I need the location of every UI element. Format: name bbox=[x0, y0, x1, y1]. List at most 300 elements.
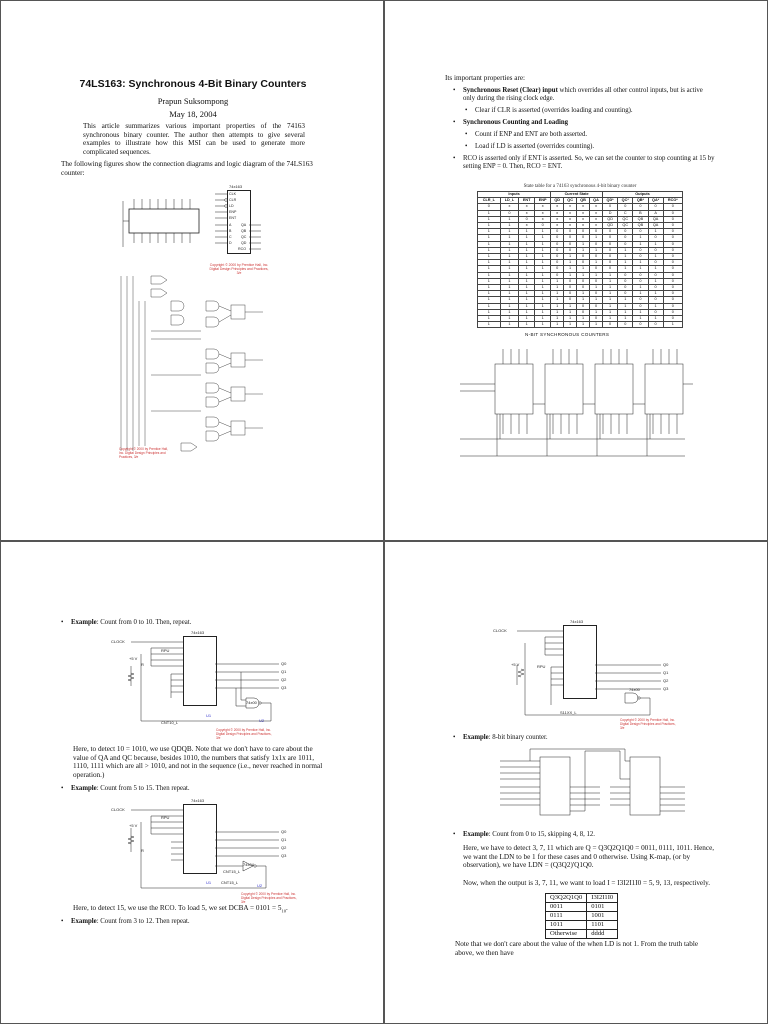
state-table-cell: 1 bbox=[564, 309, 577, 315]
example-1-explanation: Here, to detect 10 = 1010, we use QDQB. Note that we don't have to care about the value of QA and QC because, besides 1010, the numbers that satisfy 1x1x are 1011, 1110, 1111 which are all > 1010, and not in the sequence (i.e., never reached in normal operation.) bbox=[73, 745, 323, 779]
q1-label-2: Q1 bbox=[281, 837, 287, 842]
state-table-cell: 1 bbox=[500, 278, 519, 284]
state-table-cell: 0 bbox=[577, 229, 590, 235]
closing-paragraph: Note that we don't care about the value of the when LD is not 1. From the truth table above, we then have bbox=[455, 940, 699, 957]
state-table-cell: 0 bbox=[663, 235, 682, 241]
load-table-cell: dddd bbox=[587, 930, 618, 939]
state-table-cell: 1 bbox=[535, 247, 551, 253]
state-table-cell: x bbox=[551, 223, 564, 229]
u1-label: U1 bbox=[206, 713, 212, 718]
state-table-cell: 1 bbox=[577, 291, 590, 297]
state-table-header: QD bbox=[551, 198, 564, 204]
state-table-cell: 1 bbox=[603, 297, 618, 303]
state-table-cell: 1 bbox=[519, 291, 535, 297]
q2-label: Q2 bbox=[281, 677, 287, 682]
state-table-cell: QB bbox=[633, 216, 648, 222]
state-table-cell: 1 bbox=[590, 272, 603, 278]
state-table-cell: 0 bbox=[663, 309, 682, 315]
load-table-cell: 1101 bbox=[587, 921, 618, 930]
state-table-cell: 1 bbox=[577, 322, 590, 328]
state-table-cell: 1 bbox=[648, 254, 663, 260]
state-table-cell: 1 bbox=[478, 278, 501, 284]
chip-label: 74x163 bbox=[570, 619, 584, 624]
state-table-cell: 1 bbox=[478, 316, 501, 322]
state-table-cell: 0 bbox=[663, 266, 682, 272]
clock-label: CLOCK bbox=[111, 639, 125, 644]
u2-label-2: U2 bbox=[257, 883, 263, 888]
property-subitem: • Load if LD is asserted (overrides counting). bbox=[453, 143, 715, 151]
state-table-cell: 1 bbox=[519, 272, 535, 278]
state-table-cell: 1 bbox=[535, 229, 551, 235]
state-table-cell: 0 bbox=[633, 229, 648, 235]
example-2-explanation: Here, to detect 15, we use the RCO. To load 5, we set DCBA = $0101 = 5_{10}$. bbox=[73, 904, 288, 914]
state-table-cell: 1 bbox=[500, 297, 519, 303]
state-table-cell: 1 bbox=[603, 303, 618, 309]
state-table-cell: 1 bbox=[648, 278, 663, 284]
state-table-cell: 0 bbox=[648, 285, 663, 291]
state-table-cell: QA bbox=[648, 223, 663, 229]
state-table-cell: 0 bbox=[478, 204, 501, 210]
state-table-cell: D bbox=[603, 210, 618, 216]
nbit-counter-diagram bbox=[455, 339, 695, 464]
state-table-cell: 1 bbox=[564, 272, 577, 278]
q1-label: Q1 bbox=[281, 669, 287, 674]
q0-label: Q0 bbox=[281, 661, 287, 666]
copyright-2: Copyright © 2000 by Prentice Hall, Inc. Digital Design Principles and Practices, 3/e bbox=[241, 892, 297, 904]
state-table-cell: 1 bbox=[500, 241, 519, 247]
state-table-cell: 1 bbox=[590, 322, 603, 328]
state-table-cell: 0 bbox=[618, 272, 633, 278]
state-table-cell: 0 bbox=[663, 297, 682, 303]
state-table-cell: x bbox=[519, 204, 535, 210]
state-table-cell: 0 bbox=[633, 247, 648, 253]
state-table-cell: 1 bbox=[603, 316, 618, 322]
state-table-cell: 1 bbox=[535, 309, 551, 315]
state-table-cell: 0 bbox=[551, 241, 564, 247]
author: Prapun Suksompong bbox=[157, 96, 229, 106]
state-table-cell: 0 bbox=[618, 235, 633, 241]
logic-diagram bbox=[111, 271, 271, 456]
state-table-cell: 1 bbox=[519, 266, 535, 272]
state-table-cell: 0 bbox=[663, 254, 682, 260]
state-table-cell: 0 bbox=[603, 247, 618, 253]
load-table bbox=[545, 893, 618, 939]
state-table-header: CLR_L bbox=[478, 198, 501, 204]
state-table-cell: 0 bbox=[648, 322, 663, 328]
property-subitem: • Clear if CLR is asserted (overrides loading and counting). bbox=[453, 107, 715, 115]
state-table-cell: 1 bbox=[590, 247, 603, 253]
rpu-label: RPU bbox=[161, 648, 170, 653]
q1-label: Q1 bbox=[663, 670, 669, 675]
group-outputs: Outputs bbox=[603, 192, 683, 198]
state-table-cell: 1 bbox=[478, 216, 501, 222]
state-table-cell: 0 bbox=[648, 309, 663, 315]
state-table-header: ENP bbox=[535, 198, 551, 204]
vcc-label: +5 V bbox=[511, 662, 520, 667]
state-table-cell: 1 bbox=[535, 303, 551, 309]
state-table-cell: 1 bbox=[478, 291, 501, 297]
state-table-cell: 0 bbox=[603, 204, 618, 210]
state-table-cell: 1 bbox=[478, 297, 501, 303]
state-table-cell: 0 bbox=[564, 229, 577, 235]
state-table-cell: 0 bbox=[590, 303, 603, 309]
state-table-cell: 0 bbox=[633, 322, 648, 328]
state-table-cell: 1 bbox=[519, 247, 535, 253]
state-table-cell: 1 bbox=[478, 303, 501, 309]
state-table-cell: x bbox=[564, 210, 577, 216]
state-table-cell: 1 bbox=[603, 278, 618, 284]
state-table-cell: 0 bbox=[663, 204, 682, 210]
cnt15-label-2: CNT15_L bbox=[221, 880, 239, 885]
state-table-cell: 0 bbox=[590, 254, 603, 260]
state-table-cell: 0 bbox=[618, 278, 633, 284]
state-table-cell: 1 bbox=[500, 309, 519, 315]
state-table-header: ENT bbox=[519, 198, 535, 204]
properties-intro: Its important properties are: bbox=[445, 74, 526, 82]
q2-label-2: Q2 bbox=[281, 845, 287, 850]
state-table-cell: 1 bbox=[618, 254, 633, 260]
state-table-cell: 1 bbox=[551, 278, 564, 284]
pin-c: C bbox=[229, 235, 232, 239]
state-table-cell: 1 bbox=[500, 260, 519, 266]
state-table-cell: x bbox=[590, 223, 603, 229]
state-table-cell: 1 bbox=[478, 254, 501, 260]
state-table-cell: 0 bbox=[564, 291, 577, 297]
property-subitem: • Count if ENP and ENT are both asserted. bbox=[453, 131, 715, 139]
state-table-header: QC bbox=[564, 198, 577, 204]
state-table-cell: 1 bbox=[478, 272, 501, 278]
state-table-cell: 1 bbox=[618, 303, 633, 309]
state-table-cell: 1 bbox=[500, 285, 519, 291]
load-table-cell: 0101 bbox=[587, 903, 618, 912]
chip-label: 74x163 bbox=[191, 630, 205, 635]
state-table-cell: x bbox=[564, 216, 577, 222]
state-table-cell: 1 bbox=[590, 309, 603, 315]
state-table-cell: 1 bbox=[603, 309, 618, 315]
load-table-cell: 0011 bbox=[546, 903, 587, 912]
state-table-cell: 1 bbox=[535, 285, 551, 291]
q3-label: Q3 bbox=[281, 685, 287, 690]
state-table-cell: x bbox=[551, 210, 564, 216]
state-table-cell: 1 bbox=[478, 241, 501, 247]
pin-a: A bbox=[229, 223, 232, 227]
state-table-cell: 1 bbox=[551, 285, 564, 291]
group-inputs: Inputs bbox=[478, 192, 551, 198]
copyright-1: Copyright © 2000 by Prentice Hall, Inc. Digital Design Principles and Practices, 3/e bbox=[620, 718, 676, 730]
load-table-row bbox=[546, 921, 618, 930]
page-1 bbox=[0, 0, 384, 541]
state-table-cell: QD bbox=[603, 223, 618, 229]
state-table-cell: 1 bbox=[618, 309, 633, 315]
state-table-cell: 0 bbox=[603, 235, 618, 241]
state-table-cell: QC bbox=[618, 223, 633, 229]
state-table-cell: x bbox=[551, 216, 564, 222]
state-table-cell: 1 bbox=[478, 322, 501, 328]
state-table-cell: 1 bbox=[500, 216, 519, 222]
state-table-cell: 1 bbox=[633, 309, 648, 315]
state-table-cell: 1 bbox=[519, 254, 535, 260]
vcc-label-2: +5 V bbox=[129, 823, 138, 828]
state-table-cell: 1 bbox=[500, 247, 519, 253]
state-table-header: RCO* bbox=[663, 198, 682, 204]
q0-label-2: Q0 bbox=[281, 829, 287, 834]
state-table-cell: 1 bbox=[519, 229, 535, 235]
state-table-cell: 1 bbox=[603, 291, 618, 297]
example-skip-heading: • Example: Count from 0 to 15, skipping 4, 8, 12. bbox=[453, 831, 723, 839]
state-table-cell: x bbox=[535, 204, 551, 210]
dip-connection-diagram bbox=[119, 191, 209, 253]
nbit-title: N-BIT SYNCHRONOUS COUNTERS bbox=[525, 332, 610, 337]
state-table-cell: 0 bbox=[564, 297, 577, 303]
rpu-label: RPU bbox=[537, 664, 546, 669]
state-table-cell: QC bbox=[618, 216, 633, 222]
q2-label: Q2 bbox=[663, 678, 669, 683]
load-table-head-q: Q3Q2Q1Q0 bbox=[546, 894, 587, 903]
state-table-cell: 1 bbox=[648, 229, 663, 235]
state-table-cell: 0 bbox=[618, 291, 633, 297]
state-table-cell: QD bbox=[603, 216, 618, 222]
chip-label-2: 74x163 bbox=[191, 798, 205, 803]
state-table-cell: 0 bbox=[535, 223, 551, 229]
state-table-cell: 1 bbox=[590, 297, 603, 303]
page-2 bbox=[384, 0, 768, 541]
state-table-cell: 0 bbox=[618, 285, 633, 291]
state-table-cell: 1 bbox=[618, 260, 633, 266]
state-table-cell: QB bbox=[633, 223, 648, 229]
state-table-cell: 1 bbox=[500, 291, 519, 297]
state-table-cell: 1 bbox=[648, 266, 663, 272]
state-table-cell: 0 bbox=[577, 285, 590, 291]
pin-d: D bbox=[229, 241, 232, 245]
state-table-row bbox=[478, 322, 683, 328]
state-table-cell: C bbox=[618, 210, 633, 216]
state-table-cell: 1 bbox=[577, 272, 590, 278]
state-table-cell: 1 bbox=[618, 266, 633, 272]
state-table-header: QB* bbox=[633, 198, 648, 204]
property-item: • Synchronous Counting and Loading bbox=[453, 119, 715, 127]
state-table-cell: 0 bbox=[648, 260, 663, 266]
load-table-row bbox=[546, 930, 618, 939]
state-table-cell: 1 bbox=[519, 309, 535, 315]
state-table-cell: 1 bbox=[535, 272, 551, 278]
state-table-cell: 1 bbox=[564, 316, 577, 322]
state-table-cell: 1 bbox=[551, 291, 564, 297]
state-table-cell: 0 bbox=[633, 297, 648, 303]
example-skip-explanation: Here, we have to detect 3, 7, 11 which are Q = Q3Q2Q1Q0 = 0011, 0111, 1011. Hence, we want the LDN to be 1 for these cases and 0 otherwise. Using K-map, (or by observation), we have LDN = (Q3Q2)'Q1Q0. bbox=[463, 844, 715, 870]
state-table-cell: 0 bbox=[500, 210, 519, 216]
state-table-cell: 1 bbox=[633, 285, 648, 291]
state-table-cell: 1 bbox=[577, 241, 590, 247]
u1-label-2: U1 bbox=[206, 880, 212, 885]
state-table-cell: 1 bbox=[500, 316, 519, 322]
state-table-cell: 1 bbox=[500, 322, 519, 328]
clock-label-2: CLOCK bbox=[111, 807, 125, 812]
circuit-1-wires bbox=[101, 636, 291, 726]
clock-label: CLOCK bbox=[493, 628, 507, 633]
properties-list bbox=[453, 87, 715, 175]
state-table-cell: 0 bbox=[590, 278, 603, 284]
q3-label: Q3 bbox=[663, 686, 669, 691]
state-table-cell: 0 bbox=[590, 316, 603, 322]
eight-bit-counter-diagram bbox=[490, 747, 690, 822]
state-table-cell: 1 bbox=[535, 266, 551, 272]
state-table-cell: 1 bbox=[551, 303, 564, 309]
state-table-cell: 1 bbox=[500, 303, 519, 309]
state-table-cell: 0 bbox=[633, 254, 648, 260]
state-table-cell: x bbox=[535, 216, 551, 222]
state-table-cell: 1 bbox=[519, 316, 535, 322]
state-table-cell: 1 bbox=[478, 229, 501, 235]
state-table-cell: 1 bbox=[478, 260, 501, 266]
chip-symbol-wires bbox=[211, 190, 271, 252]
state-table-cell: x bbox=[590, 210, 603, 216]
load-table-cell: 1011 bbox=[546, 921, 587, 930]
state-table-cell: 0 bbox=[663, 278, 682, 284]
state-table-cell: 1 bbox=[551, 316, 564, 322]
example-8bit bbox=[453, 734, 723, 746]
state-table-title: State table for a 74163 synchronous 4-bit binary counter bbox=[523, 184, 637, 189]
pin-b: B bbox=[229, 229, 232, 233]
state-table-cell: 1 bbox=[519, 303, 535, 309]
state-table-cell: 1 bbox=[535, 278, 551, 284]
state-table-cell: 0 bbox=[551, 247, 564, 253]
circuit-wires bbox=[485, 625, 675, 720]
state-table-cell: 1 bbox=[590, 260, 603, 266]
state-table-cell: 0 bbox=[577, 235, 590, 241]
state-table-cell: 0 bbox=[590, 229, 603, 235]
state-table-cell: 0 bbox=[551, 260, 564, 266]
state-table-cell: 0 bbox=[551, 272, 564, 278]
state-table-cell: 1 bbox=[618, 316, 633, 322]
state-table-header: QD* bbox=[603, 198, 618, 204]
state-table-cell: 1 bbox=[535, 241, 551, 247]
state-table-cell: 1 bbox=[577, 316, 590, 322]
state-table-cell: 1 bbox=[648, 291, 663, 297]
example-3 bbox=[61, 918, 331, 930]
state-table-cell: 0 bbox=[648, 204, 663, 210]
state-table-cell: 0 bbox=[564, 285, 577, 291]
q3-label-2: Q3 bbox=[281, 853, 287, 858]
state-table-cell: 0 bbox=[551, 229, 564, 235]
state-table-cell: 0 bbox=[618, 229, 633, 235]
state-table-cell: 0 bbox=[564, 247, 577, 253]
state-table-cell: x bbox=[500, 204, 519, 210]
state-table-cell: x bbox=[564, 204, 577, 210]
state-table-cell: 1 bbox=[478, 285, 501, 291]
state-table-cell: x bbox=[535, 210, 551, 216]
state-table-cell: 1 bbox=[564, 260, 577, 266]
copyright-1: Copyright © 2000 by Prentice Hall, Inc. Digital Design Principles and Practices, 3/e bbox=[216, 728, 272, 740]
pin-qc: QC bbox=[241, 235, 247, 239]
state-table-cell: 0 bbox=[648, 235, 663, 241]
cnt10-label: CNT10_L bbox=[161, 720, 179, 725]
state-table-cell: 1 bbox=[535, 260, 551, 266]
state-table-cell: 1 bbox=[551, 297, 564, 303]
state-table-header: LD_L bbox=[500, 198, 519, 204]
property-item: • RCO is asserted only if ENT is asserted. So, we can set the counter to stop counting at 15 by setting ENP = 0. Then, RCO = ENT. bbox=[453, 155, 715, 171]
load-table-cell: 1001 bbox=[587, 912, 618, 921]
state-table-cell: 0 bbox=[564, 241, 577, 247]
state-table-cell: 1 bbox=[564, 266, 577, 272]
state-table-cell: 0 bbox=[663, 216, 682, 222]
state-table-cell: 0 bbox=[618, 322, 633, 328]
state-table-cell: 1 bbox=[535, 322, 551, 328]
state-table-cell: 0 bbox=[648, 272, 663, 278]
state-table-cell: 0 bbox=[577, 254, 590, 260]
state-table-cell: 1 bbox=[648, 303, 663, 309]
pin-ld: LD bbox=[229, 204, 234, 208]
pin-qb: QB bbox=[241, 229, 247, 233]
state-table-cell: 1 bbox=[590, 235, 603, 241]
state-table-cell: 0 bbox=[577, 303, 590, 309]
state-table-cell: 0 bbox=[551, 235, 564, 241]
state-table-cell: 0 bbox=[663, 229, 682, 235]
example-2-heading: • Example: Count from 5 to 15. Then repeat. bbox=[61, 785, 331, 793]
state-table-cell: 0 bbox=[603, 260, 618, 266]
state-table-cell: 1 bbox=[603, 272, 618, 278]
load-table-cell: Otherwise bbox=[546, 930, 587, 939]
state-table-cell: 0 bbox=[590, 266, 603, 272]
state-table-cell: 0 bbox=[648, 297, 663, 303]
state-table-cell: 1 bbox=[519, 322, 535, 328]
state-table-cell: 1 bbox=[500, 272, 519, 278]
nand-label: 74x00 bbox=[246, 700, 257, 705]
state-table-header: QA bbox=[590, 198, 603, 204]
state-table-cell: 1 bbox=[535, 297, 551, 303]
state-table-cell: 1 bbox=[519, 241, 535, 247]
state-table-cell: 1 bbox=[551, 322, 564, 328]
nand-label: 74x00 bbox=[629, 687, 640, 692]
state-table-cell: 1 bbox=[519, 260, 535, 266]
pin-qd: QD bbox=[241, 241, 247, 245]
state-table-cell: 1 bbox=[500, 235, 519, 241]
state-table-cell: 1 bbox=[633, 266, 648, 272]
state-table-header: QB bbox=[577, 198, 590, 204]
pin-ent: ENT bbox=[229, 216, 237, 220]
state-table-cell: 0 bbox=[603, 322, 618, 328]
state-table-cell: 0 bbox=[663, 241, 682, 247]
state-table-cell: 0 bbox=[663, 285, 682, 291]
state-table-cell: 0 bbox=[633, 278, 648, 284]
intro-paragraph: The following figures show the connection diagrams and logic diagram of the 74LS163 counter: bbox=[61, 160, 313, 177]
state-table-cell: 1 bbox=[663, 322, 682, 328]
state-table-cell: x bbox=[519, 210, 535, 216]
state-table-cell: x bbox=[577, 210, 590, 216]
pin-enp: ENP bbox=[229, 210, 237, 214]
state-table-cell: 1 bbox=[500, 254, 519, 260]
state-table-cell: x bbox=[564, 223, 577, 229]
example-skip bbox=[453, 831, 723, 843]
state-table-cell: x bbox=[577, 216, 590, 222]
state-table-cell: 1 bbox=[618, 297, 633, 303]
copyright-note-2: Copyright © 2000 by Prentice Hall, Inc. Digital Design Principles and Practices, 3/e bbox=[119, 447, 168, 459]
state-table-cell: 1 bbox=[478, 247, 501, 253]
state-table-cell: 1 bbox=[618, 247, 633, 253]
state-table-cell: 1 bbox=[603, 285, 618, 291]
state-table-cell: 1 bbox=[478, 210, 501, 216]
state-table-cell: 0 bbox=[590, 241, 603, 247]
resistor-label: R bbox=[141, 662, 144, 667]
state-table-cell: 0 bbox=[633, 272, 648, 278]
page-4 bbox=[384, 541, 768, 1024]
state-table-cell: 0 bbox=[633, 204, 648, 210]
pin-qa: QA bbox=[241, 223, 247, 227]
state-table-cell: 0 bbox=[663, 210, 682, 216]
pin-rco: RCO bbox=[238, 247, 246, 251]
state-table-cell: B bbox=[633, 210, 648, 216]
pin-clr: CLR bbox=[229, 198, 237, 202]
state-table-cell: 0 bbox=[633, 303, 648, 309]
